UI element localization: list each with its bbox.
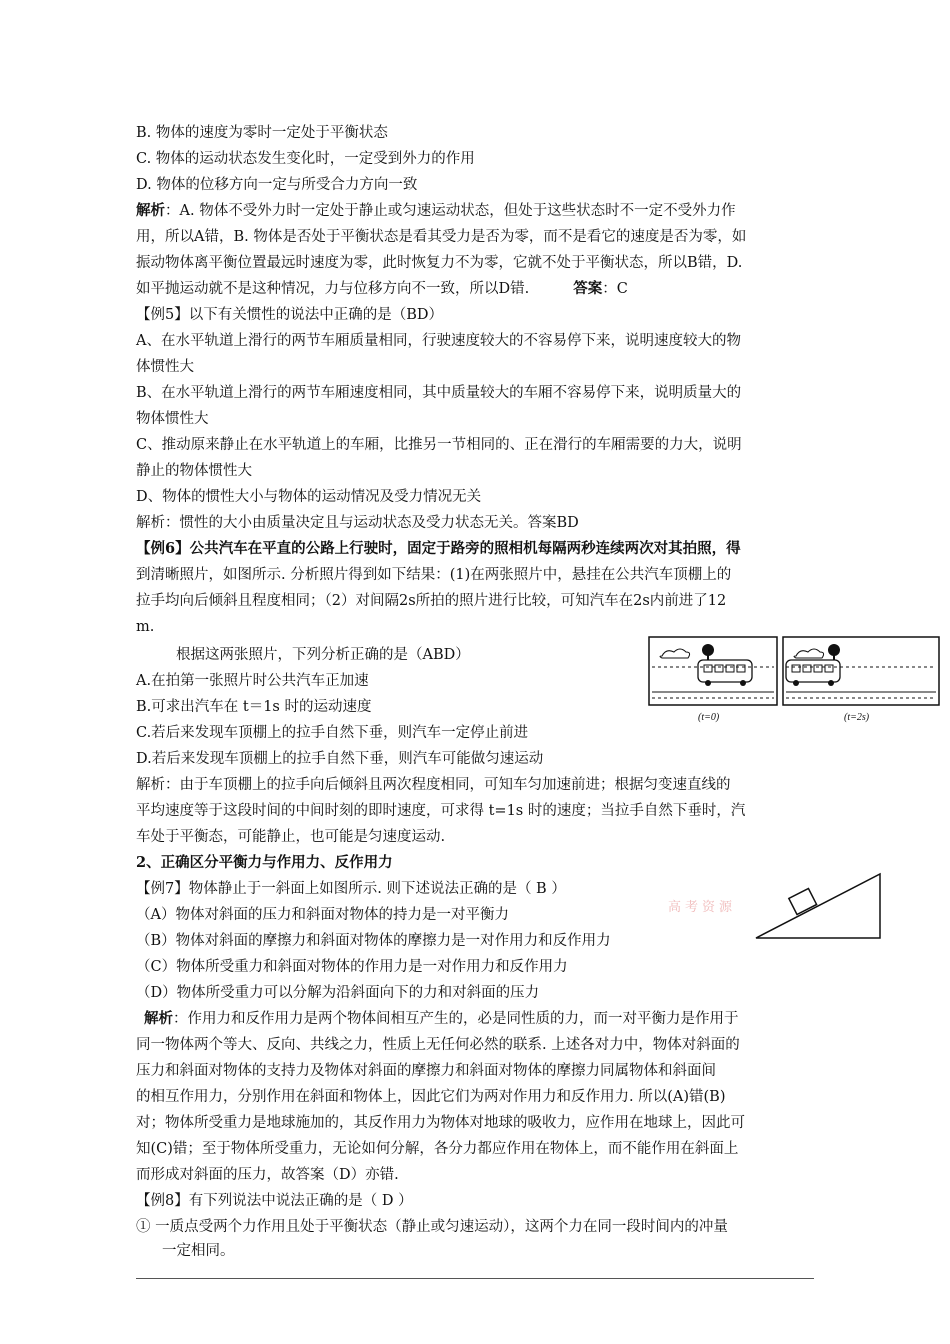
example-heading: 【例6】公共汽车在平直的公路上行驶时，固定于路旁的照相机每隔两秒连续两次对其拍照，得	[136, 540, 741, 557]
answer-label: 答案	[573, 280, 603, 297]
text-line: m.	[136, 619, 155, 635]
incline-figure	[754, 870, 884, 940]
text-line: 到清晰照片，如图所示. 分析照片得到如下结果：(1)在两张照片中，悬挂在公共汽车顶棚上的	[136, 567, 732, 583]
text-line: 的相互作用力，分别作用在斜面和物体上，因此它们为两对作用力和反作用力. 所以(A)错(B)	[136, 1089, 726, 1105]
text-line: ① 一质点受两个力作用且处于平衡状态（静止或匀速运动），这两个力在同一段时间内的冲量	[136, 1219, 728, 1235]
text-line: 压力和斜面对物体的支持力及物体对斜面的摩擦力和斜面对物体的摩擦力同属物体和斜面间	[136, 1063, 716, 1079]
text-line: 车处于平衡态，可能静止，也可能是匀速度运动.	[136, 829, 446, 845]
text-line: 静止的物体惯性大	[136, 463, 252, 479]
text-line: 知(C)错；至于物体所受重力，无论如何分解，各分力都应作用在物体上，而不能作用在斜面上	[136, 1141, 739, 1157]
text-line: 而形成对斜面的压力，故答案（D）亦错.	[136, 1167, 399, 1183]
text-line: 对；物体所受重力是地球施加的，其反作用力为物体对地球的吸收力，应作用在地球上，因此可	[136, 1115, 745, 1131]
section-heading: 2、正确区分平衡力与作用力、反作用力	[136, 854, 393, 871]
text-line	[136, 278, 628, 300]
text-line: A.在拍第一张照片时公共汽车正加速	[136, 673, 369, 689]
text-line: 解析：由于车顶棚上的拉手向后倾斜且两次程度相同，可知车匀加速前进；根据匀变速直线的	[136, 777, 731, 793]
text-line: C.若后来发现车顶棚上的拉手自然下垂，则汽车一定停止前进	[136, 725, 529, 741]
analysis-label: 解析	[144, 1010, 173, 1027]
example-heading: 【例5】以下有关惯性的说法中正确的是（BD）	[136, 307, 444, 323]
analysis-text: 如平抛运动就不是这种情况，力与位移方向不一致，所以D错.	[136, 281, 530, 297]
text-line: 根据这两张照片，下列分析正确的是（ABD）	[176, 647, 470, 663]
answer-value: ：C	[602, 281, 628, 297]
bus-photos-figure	[648, 636, 940, 724]
text-line: 体惯性大	[136, 359, 194, 375]
text-line: D、物体的惯性大小与物体的运动情况及受力情况无关	[136, 489, 482, 505]
photo-right	[783, 637, 939, 705]
analysis-label: 解析	[136, 202, 165, 219]
text-line: 平均速度等于这段时间的中间时刻的即时速度，可求得 t=1s 时的速度；当拉手自然下垂时，汽	[136, 803, 746, 819]
text-line: （D）物体所受重力可以分解为沿斜面向下的力和对斜面的压力	[136, 985, 540, 1001]
text-line: 一定相同。	[162, 1243, 235, 1259]
text-line: C、推动原来静止在水平轨道上的车厢，比推另一节相同的、正在滑行的车厢需要的力大，说明	[136, 437, 742, 453]
watermark: 高考资源	[668, 900, 737, 915]
example-heading: 【例8】有下列说法中说法正确的是（ D ）	[136, 1193, 413, 1209]
text-line: 用，所以A错，B. 物体是否处于平衡状态是看其受力是否为零，而不是看它的速度是否为零，如	[136, 229, 747, 245]
analysis-text: ：A. 物体不受外力时一定处于静止或匀速运动状态，但处于这些状态时不一定不受外力作	[165, 203, 736, 219]
text-line: B. 物体的速度为零时一定处于平衡状态	[136, 125, 388, 141]
text-line: D.若后来发现车顶棚上的拉手自然下垂，则汽车可能做匀速运动	[136, 751, 544, 767]
footer-rule	[136, 1278, 814, 1279]
text-line: 解析：惯性的大小由质量决定且与运动状态及受力状态无关。答案BD	[136, 515, 579, 531]
text-line	[136, 200, 736, 222]
example-heading: 【例7】物体静止于一斜面上如图所示. 则下述说法正确的是（ B ）	[136, 881, 566, 897]
text-line: （B）物体对斜面的摩擦力和斜面对物体的摩擦力是一对作用力和反作用力	[136, 933, 611, 949]
text-line: B、在水平轨道上滑行的两节车厢速度相同，其中质量较大的车厢不容易停下来，说明质量大的	[136, 385, 742, 401]
text-line: 物体惯性大	[136, 411, 209, 427]
text-line: （C）物体所受重力和斜面对物体的作用力是一对作用力和反作用力	[136, 959, 568, 975]
text-line: D. 物体的位移方向一定与所受合力方向一致	[136, 177, 418, 193]
text-line: 拉手均向后倾斜且程度相同；（2）对间隔2s所拍的照片进行比较，可知汽车在2s内前进了12	[136, 593, 727, 609]
text-line: A、在水平轨道上滑行的两节车厢质量相同，行驶速度较大的不容易停下来，说明速度较大的物	[136, 333, 741, 349]
text-line: 振动物体离平衡位置最远时速度为零，此时恢复力不为零，它就不处于平衡状态，所以B错，D.	[136, 255, 743, 271]
text-line: B.可求出汽车在 t＝1s 时的运动速度	[136, 699, 372, 715]
text-line: C. 物体的运动状态发生变化时，一定受到外力的作用	[136, 151, 475, 167]
text-line	[144, 1008, 739, 1030]
photo-left	[649, 637, 777, 705]
text-line: （A）物体对斜面的压力和斜面对物体的持力是一对平衡力	[136, 907, 509, 923]
text-line: 同一物体两个等大、反向、共线之力，性质上无任何必然的联系. 上述各对力中，物体对斜面的	[136, 1037, 740, 1053]
analysis-text: ：作用力和反作用力是两个物体间相互产生的，必是同性质的力，而一对平衡力是作用于	[173, 1011, 739, 1027]
photo-right-label: (t=2s)	[844, 712, 870, 723]
photo-left-label: (t=0)	[698, 712, 720, 723]
